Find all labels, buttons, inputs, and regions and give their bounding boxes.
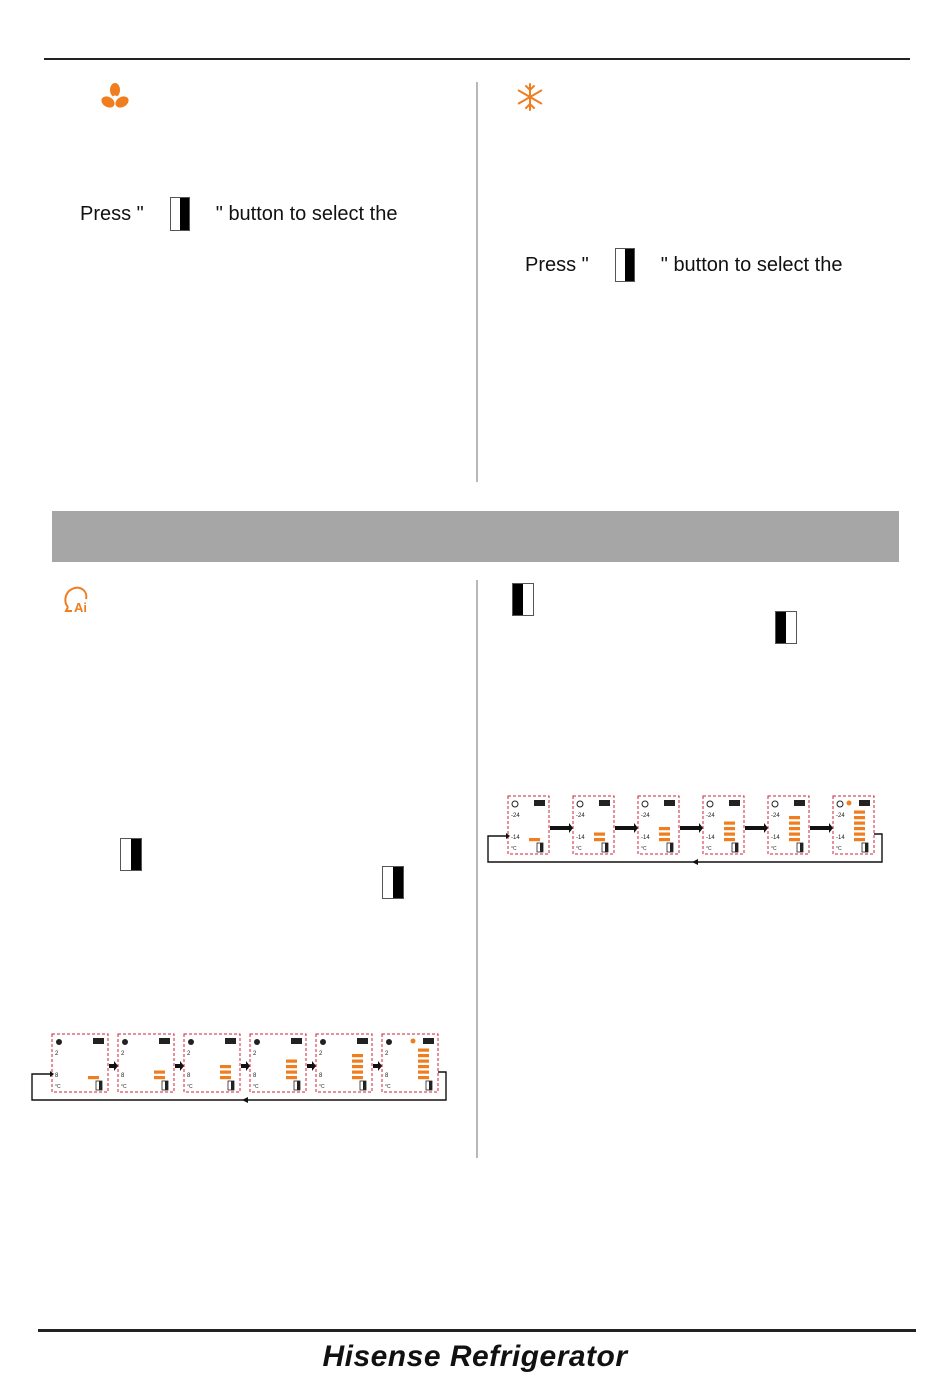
unit-label: °C (641, 846, 647, 852)
scale-bottom-label: 8 (187, 1073, 191, 1079)
level-bar (854, 822, 865, 825)
press-text-before: Press " (525, 253, 589, 276)
fan-icon (320, 1039, 326, 1045)
level-bar (154, 1076, 165, 1079)
digit-display (794, 800, 805, 806)
display-panel (118, 1034, 174, 1092)
scale-top-label: 2 (187, 1051, 191, 1057)
level-bar (594, 838, 605, 841)
level-bar (88, 1076, 99, 1079)
indicator-dot (847, 801, 852, 806)
footer-rule (38, 1329, 916, 1332)
unit-label: °C (771, 846, 777, 852)
digit-display (357, 1038, 368, 1044)
scale-bottom-label: 8 (121, 1073, 125, 1079)
door-button-fill (540, 843, 543, 852)
level-bar (659, 838, 670, 841)
display-panel (833, 796, 874, 854)
level-bar (286, 1065, 297, 1068)
level-bar (789, 816, 800, 819)
scale-bottom-label: -14 (511, 835, 520, 841)
display-panel (52, 1034, 108, 1092)
next-arrow (615, 823, 638, 833)
press-text-after: " button to select the (215, 202, 398, 225)
door-button-icon (512, 583, 534, 616)
level-bar (789, 822, 800, 825)
door-button-fill (165, 1081, 168, 1090)
level-bar (418, 1065, 429, 1068)
scale-top-label: -24 (641, 813, 650, 819)
scale-bottom-label: -14 (641, 835, 650, 841)
fan-icon (56, 1039, 62, 1045)
level-bar (418, 1049, 429, 1052)
display-panel (316, 1034, 372, 1092)
scale-bottom-label: 8 (319, 1073, 323, 1079)
level-bar (854, 811, 865, 814)
scale-top-label: -24 (771, 813, 780, 819)
fan-icon (100, 82, 130, 112)
door-button-icon (615, 248, 635, 282)
scale-top-label: -24 (511, 813, 520, 819)
digit-display (423, 1038, 434, 1044)
level-bar (352, 1060, 363, 1063)
scale-top-label: 2 (253, 1051, 257, 1057)
digit-display (599, 800, 610, 806)
unit-label: °C (55, 1084, 61, 1090)
fan-icon (254, 1039, 260, 1045)
digit-display (664, 800, 675, 806)
digit-display (159, 1038, 170, 1044)
loop-mid-arrowhead (692, 859, 698, 865)
level-bar (352, 1065, 363, 1068)
scale-top-label: 2 (55, 1051, 59, 1057)
section-header-band (52, 511, 899, 562)
press-instruction-freezer (525, 248, 842, 282)
display-panel (638, 796, 679, 854)
fridge-setting-sequence (28, 1028, 460, 1108)
level-bar (854, 838, 865, 841)
door-button-icon (120, 838, 142, 871)
next-arrow (680, 823, 703, 833)
level-bar (220, 1071, 231, 1074)
loop-mid-arrowhead (242, 1097, 248, 1103)
next-arrow (307, 1061, 316, 1071)
next-arrow (241, 1061, 250, 1071)
press-text-after: " button to select the (660, 253, 843, 276)
door-button-fill (670, 843, 673, 852)
fan-icon (122, 1039, 128, 1045)
door-button-fill (865, 843, 868, 852)
door-button-fill (231, 1081, 234, 1090)
display-panel (573, 796, 614, 854)
top-rule (44, 58, 910, 60)
scale-bottom-label: -14 (706, 835, 715, 841)
bottom-column-divider (476, 580, 478, 1158)
level-bar (724, 827, 735, 830)
door-button-fill (800, 843, 803, 852)
digit-display (225, 1038, 236, 1044)
scale-bottom-label: 8 (55, 1073, 59, 1079)
next-arrow (745, 823, 768, 833)
level-bar (352, 1076, 363, 1079)
scale-top-label: -24 (706, 813, 715, 819)
unit-label: °C (511, 846, 517, 852)
scale-top-label: -24 (836, 813, 845, 819)
unit-label: °C (187, 1084, 193, 1090)
level-bar (286, 1071, 297, 1074)
press-text-before: Press " (80, 202, 144, 225)
unit-label: °C (319, 1084, 325, 1090)
ai-icon (62, 585, 94, 615)
unit-label: °C (385, 1084, 391, 1090)
door-button-fill (429, 1081, 432, 1090)
level-bar (854, 816, 865, 819)
next-arrow (550, 823, 573, 833)
level-bar (352, 1054, 363, 1057)
digit-display (859, 800, 870, 806)
level-bar (724, 838, 735, 841)
display-panel (184, 1034, 240, 1092)
level-bar (286, 1076, 297, 1079)
unit-label: °C (706, 846, 712, 852)
level-bar (529, 838, 540, 841)
level-bar (724, 822, 735, 825)
footer-brand: Hisense Refrigerator (322, 1340, 628, 1373)
level-bar (854, 827, 865, 830)
digit-display (729, 800, 740, 806)
unit-label: °C (836, 846, 842, 852)
level-bar (418, 1071, 429, 1074)
unit-label: °C (121, 1084, 127, 1090)
display-panel (768, 796, 809, 854)
scale-bottom-label: 8 (385, 1073, 389, 1079)
door-button-fill (363, 1081, 366, 1090)
level-bar (659, 833, 670, 836)
level-bar (854, 833, 865, 836)
unit-label: °C (576, 846, 582, 852)
next-arrow (373, 1061, 382, 1071)
level-bar (352, 1071, 363, 1074)
next-arrow (810, 823, 833, 833)
door-button-fill (99, 1081, 102, 1090)
scale-bottom-label: -14 (836, 835, 845, 841)
level-bar (286, 1060, 297, 1063)
scale-top-label: 2 (385, 1051, 389, 1057)
digit-display (291, 1038, 302, 1044)
scale-bottom-label: 8 (253, 1073, 257, 1079)
level-bar (220, 1065, 231, 1068)
next-arrow (109, 1061, 118, 1071)
unit-label: °C (253, 1084, 259, 1090)
level-bar (789, 833, 800, 836)
door-button-fill (297, 1081, 300, 1090)
scale-bottom-label: -14 (771, 835, 780, 841)
digit-display (534, 800, 545, 806)
level-bar (418, 1054, 429, 1057)
door-button-icon (382, 866, 404, 899)
scale-top-label: -24 (576, 813, 585, 819)
door-button-icon (170, 197, 190, 231)
fan-icon (386, 1039, 392, 1045)
freezer-setting-sequence (484, 790, 904, 870)
snowflake-icon (515, 82, 545, 112)
scale-bottom-label: -14 (576, 835, 585, 841)
fan-icon (188, 1039, 194, 1045)
level-bar (724, 833, 735, 836)
level-bar (220, 1076, 231, 1079)
door-button-fill (605, 843, 608, 852)
top-column-divider (476, 82, 478, 482)
level-bar (418, 1060, 429, 1063)
scale-top-label: 2 (319, 1051, 323, 1057)
display-panel (250, 1034, 306, 1092)
digit-display (93, 1038, 104, 1044)
svg-text:Ai: Ai (74, 600, 87, 615)
scale-top-label: 2 (121, 1051, 125, 1057)
door-button-icon (775, 611, 797, 644)
press-instruction-fridge (80, 197, 397, 231)
indicator-dot (411, 1039, 416, 1044)
level-bar (789, 838, 800, 841)
level-bar (154, 1071, 165, 1074)
level-bar (659, 827, 670, 830)
next-arrow (175, 1061, 184, 1071)
level-bar (789, 827, 800, 830)
level-bar (594, 833, 605, 836)
display-panel (703, 796, 744, 854)
display-panel (382, 1034, 438, 1092)
display-panel (508, 796, 549, 854)
level-bar (418, 1076, 429, 1079)
door-button-fill (735, 843, 738, 852)
